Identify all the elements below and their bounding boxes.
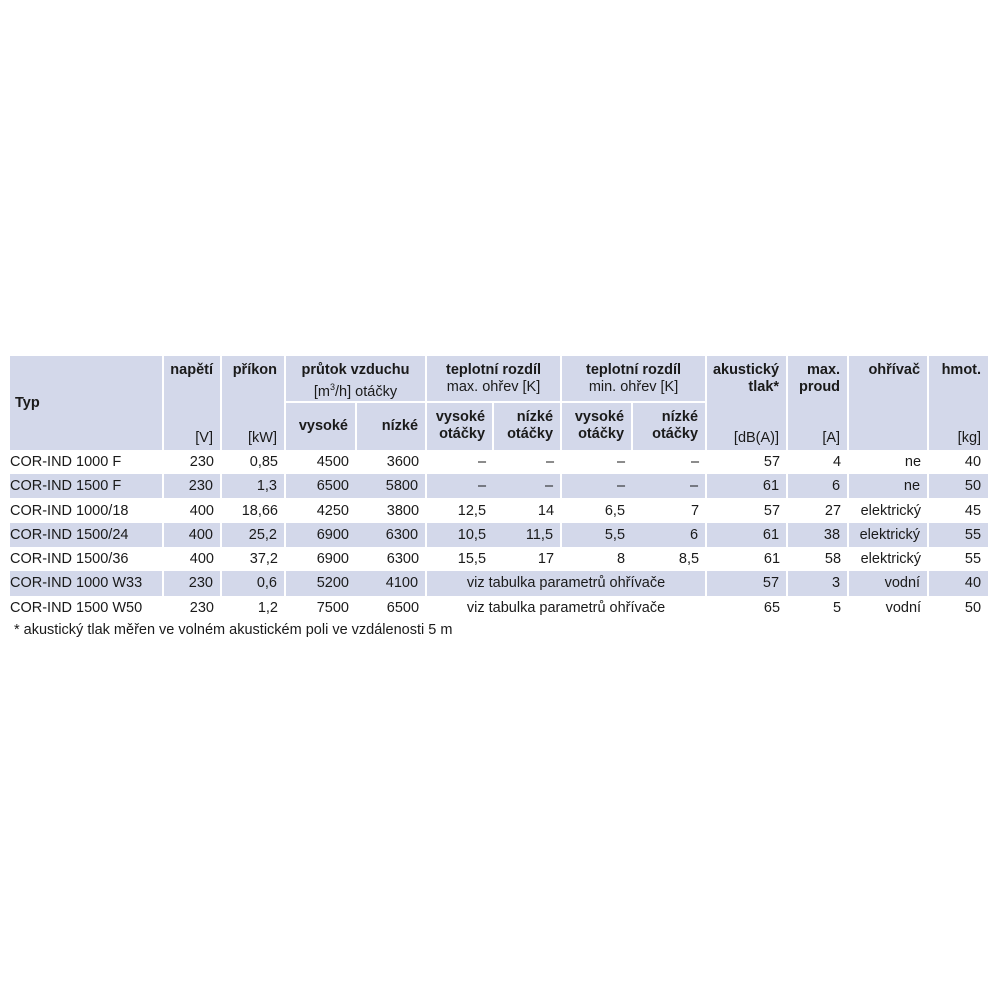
cell-proud: 3 xyxy=(787,571,848,595)
cell-napeti: 400 xyxy=(189,551,214,568)
cell-vysoke: 5200 xyxy=(285,571,356,595)
cell-nizke: 3800 xyxy=(386,502,420,519)
header-akusticky-unit: [dB(A)] xyxy=(706,402,787,450)
header-max-proud-1: max. xyxy=(806,362,841,378)
cell-vysoke: 6900 xyxy=(316,551,349,568)
cell-typ: COR-IND 1500/36 xyxy=(10,551,129,568)
cell-hmot: 50 xyxy=(928,474,988,498)
header-tmin-nizke xyxy=(632,402,706,450)
cell-tmax-nizke: 11,5 xyxy=(493,523,561,547)
cell-tlak: 57 xyxy=(763,502,781,519)
cell-typ: COR-IND 1000 F xyxy=(10,453,122,470)
cell-tmin-vysoke: 5,5 xyxy=(561,523,632,547)
table-row xyxy=(10,571,988,595)
cell-ohrivac: ne xyxy=(848,474,928,498)
header-akusticky xyxy=(706,356,787,402)
cell-tmin-nizke: 8,5 xyxy=(678,551,700,568)
cell-typ: COR-IND 1000/18 xyxy=(10,502,129,519)
cell-tmax-vysoke: 15,5 xyxy=(457,551,487,568)
table-row xyxy=(10,474,988,498)
header-teplotni-max xyxy=(426,356,561,402)
cell-tlak: 61 xyxy=(706,523,787,547)
cell-hmot: 55 xyxy=(928,523,988,547)
cell-vysoke: 7500 xyxy=(316,599,349,616)
cell-tmax-nizke: – xyxy=(493,474,561,498)
cell-tlak: 65 xyxy=(763,599,781,616)
cell-nizke: 6300 xyxy=(356,523,426,547)
header-prutok-label: průtok vzduchu xyxy=(301,362,410,378)
header-typ: Typ xyxy=(10,356,163,450)
cell-tmin-vysoke: – xyxy=(616,453,626,470)
cell-nizke: 3600 xyxy=(386,453,420,470)
header-max-proud xyxy=(787,356,848,402)
header-napeti: napětí xyxy=(163,356,221,402)
cell-proud: 4 xyxy=(832,453,842,470)
cell-tmin-vysoke: 8 xyxy=(616,551,626,568)
cell-prikon: 0,6 xyxy=(221,571,285,595)
header-ohrivac: ohřívač xyxy=(848,356,928,402)
cell-napeti: 400 xyxy=(189,502,214,519)
cell-heater-note: viz tabulka parametrů ohřívače xyxy=(466,599,666,616)
spec-table xyxy=(10,356,988,620)
cell-napeti: 230 xyxy=(163,571,221,595)
cell-tmin-nizke: – xyxy=(632,474,706,498)
header-akusticky-2: tlak* xyxy=(748,379,780,395)
header-tmax-nizke-1: nízké xyxy=(516,409,554,426)
cell-hmot: 55 xyxy=(964,551,982,568)
cell-vysoke: 6500 xyxy=(285,474,356,498)
cell-nizke: 5800 xyxy=(356,474,426,498)
cell-tlak: 61 xyxy=(706,474,787,498)
header-teplotni-min-sub: min. ohřev [K] xyxy=(588,379,679,395)
table-row xyxy=(10,523,988,547)
header-prutok-sub-sup: 3 xyxy=(330,382,336,392)
cell-tlak: 57 xyxy=(763,453,781,470)
cell-hmot: 40 xyxy=(964,453,982,470)
cell-prikon: 0,85 xyxy=(249,453,278,470)
header-tmax-vysoke xyxy=(426,402,493,450)
cell-tlak: 57 xyxy=(706,571,787,595)
cell-tmax-nizke: 14 xyxy=(537,502,555,519)
cell-tlak: 61 xyxy=(763,551,781,568)
header-tmin-vysoke-2: otáčky xyxy=(578,426,625,443)
cell-tmin-vysoke: – xyxy=(561,474,632,498)
cell-proud: 38 xyxy=(787,523,848,547)
cell-vysoke: 4250 xyxy=(316,502,349,519)
header-prikon: příkon xyxy=(221,356,285,402)
header-tmin-nizke-1: nízké xyxy=(661,409,699,426)
cell-tmax-nizke: 17 xyxy=(537,551,555,568)
header-prutok-sub-post: /h] otáčky xyxy=(335,383,398,400)
cell-prikon: 1,3 xyxy=(221,474,285,498)
cell-ohrivac: ne xyxy=(904,453,922,470)
header-teplotni-min xyxy=(561,356,706,402)
header-hmot: hmot. xyxy=(928,356,988,402)
cell-ohrivac: elektrický xyxy=(848,523,928,547)
table-row xyxy=(10,596,988,620)
cell-prikon: 37,2 xyxy=(249,551,278,568)
header-napeti-unit: [V] xyxy=(163,402,221,450)
cell-hmot: 40 xyxy=(928,571,988,595)
header-hmot-unit: [kg] xyxy=(928,402,988,450)
cell-napeti: 230 xyxy=(189,599,214,616)
header-teplotni-max-sub: max. ohřev [K] xyxy=(446,379,541,395)
cell-ohrivac: elektrický xyxy=(860,502,922,519)
cell-nizke: 4100 xyxy=(356,571,426,595)
cell-hmot: 45 xyxy=(964,502,982,519)
cell-proud: 27 xyxy=(824,502,842,519)
cell-tmin-nizke: 7 xyxy=(690,502,700,519)
cell-tmax-vysoke: 12,5 xyxy=(457,502,487,519)
cell-tmin-vysoke: 6,5 xyxy=(604,502,626,519)
cell-napeti: 400 xyxy=(163,523,221,547)
header-tmax-vysoke-1: vysoké xyxy=(435,409,486,426)
header-prikon-unit: [kW] xyxy=(221,402,285,450)
header-prutok-nizke: nízké xyxy=(356,402,426,450)
cell-napeti: 230 xyxy=(189,453,214,470)
header-tmin-vysoke-1: vysoké xyxy=(574,409,625,426)
cell-prikon: 25,2 xyxy=(221,523,285,547)
cell-typ: COR-IND 1500/24 xyxy=(10,523,163,547)
table-row xyxy=(10,547,988,571)
header-prutok-vysoke: vysoké xyxy=(285,402,356,450)
cell-typ: COR-IND 1500 F xyxy=(10,474,163,498)
cell-tmax-vysoke: – xyxy=(477,453,487,470)
cell-tmax-nizke: – xyxy=(545,453,555,470)
cell-tmax-vysoke: 10,5 xyxy=(426,523,493,547)
cell-vysoke: 6900 xyxy=(285,523,356,547)
header-teplotni-min-label: teplotní rozdíl xyxy=(586,362,682,378)
cell-nizke: 6500 xyxy=(386,599,420,616)
table-row xyxy=(10,498,988,522)
table-row xyxy=(10,450,988,474)
cell-prikon: 18,66 xyxy=(241,502,278,519)
cell-tmax-vysoke: – xyxy=(426,474,493,498)
cell-proud: 5 xyxy=(832,599,842,616)
cell-proud: 6 xyxy=(787,474,848,498)
cell-tmin-nizke: 6 xyxy=(632,523,706,547)
cell-prikon: 1,2 xyxy=(257,599,278,616)
cell-nizke: 6300 xyxy=(386,551,420,568)
header-prutok-sub xyxy=(286,379,425,401)
footnote: * akustický tlak měřen ve volném akustickém poli ve vzdálenosti 5 m xyxy=(14,622,453,638)
header-prutok xyxy=(285,356,426,402)
cell-proud: 58 xyxy=(824,551,842,568)
header-akusticky-1: akustický xyxy=(712,362,780,378)
header-tmin-vysoke xyxy=(561,402,632,450)
header-tmax-nizke-2: otáčky xyxy=(507,426,554,443)
header-max-proud-unit: [A] xyxy=(787,402,848,450)
header-ohrivac-spacer xyxy=(848,402,928,450)
cell-ohrivac: vodní xyxy=(885,599,922,616)
header-max-proud-2: proud xyxy=(798,379,841,395)
cell-hmot: 50 xyxy=(964,599,982,616)
header-tmax-vysoke-2: otáčky xyxy=(439,426,486,443)
header-tmin-nizke-2: otáčky xyxy=(652,426,699,443)
cell-tmin-nizke: – xyxy=(690,453,700,470)
cell-vysoke: 4500 xyxy=(316,453,349,470)
header-tmax-nizke xyxy=(493,402,561,450)
header-prutok-sub-pre: [m xyxy=(313,383,331,400)
cell-ohrivac: elektrický xyxy=(860,551,922,568)
cell-ohrivac: vodní xyxy=(848,571,928,595)
cell-typ: COR-IND 1000 W33 xyxy=(10,571,163,595)
cell-typ: COR-IND 1500 W50 xyxy=(10,599,143,616)
cell-napeti: 230 xyxy=(163,474,221,498)
header-teplotni-max-label: teplotní rozdíl xyxy=(446,362,542,378)
cell-heater-note: viz tabulka parametrů ohřívače xyxy=(426,571,706,595)
